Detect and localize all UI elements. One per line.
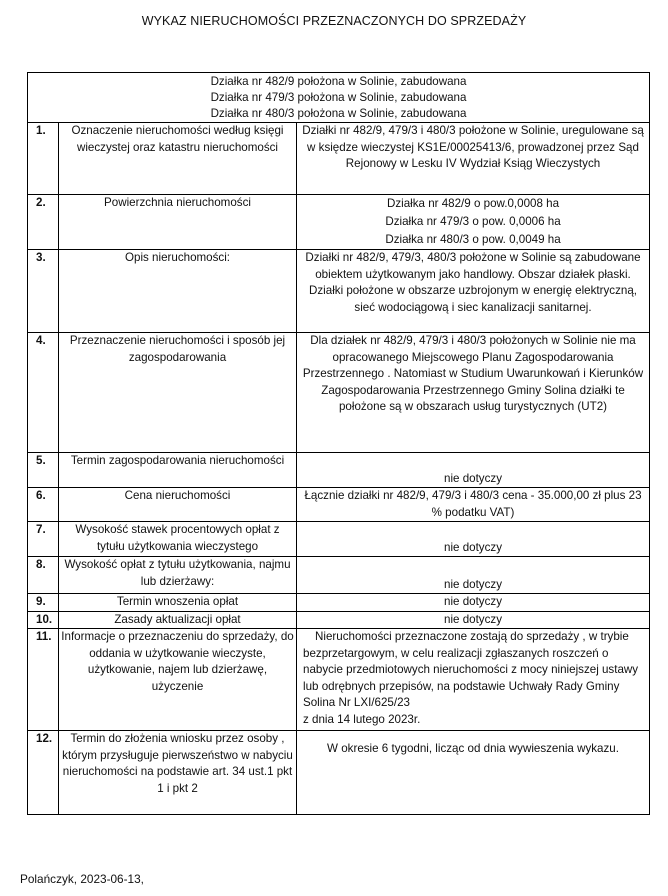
row-number: 3. [28, 250, 59, 333]
table-row [28, 594, 650, 612]
row-value: nie dotyczy [297, 453, 650, 488]
row-number: 5. [28, 453, 59, 488]
sale-info-date: z dnia 14 lutego 2023r. [303, 712, 421, 726]
row-value: Dla działek nr 482/9, 479/3 i 480/3 położonych w Solinie nie ma opracowanego Miejscowego Planu Zagospodarowania Przestrzennego . Natomiast w Studium Uwarunkowań i Kierunków Zagospodarowania Przestrzennego Gminy Solina działki te położone są w obszarach usług turystycznych (UT2) [297, 333, 650, 453]
table-header-row [28, 73, 650, 123]
parcels-header [28, 73, 650, 123]
row-number: 7. [28, 522, 59, 557]
table-row [28, 611, 650, 629]
row-value [297, 195, 650, 250]
row-label: Wysokość stawek procentowych opłat z tytułu użytkowania wieczystego [59, 522, 297, 557]
row-number: 2. [28, 195, 59, 250]
sale-info-text: Nieruchomości przeznaczone zostają do sprzedaży , w trybie bezprzetargowym, w celu realizacji zgłaszanych roszczeń o nabycie przedmiotowych nieruchomości z mocy niniejszej ustawy lub odrębnych przepisów, na podstawie Uchwały Rady Gminy Solina Nr LXI/625/23 [303, 630, 639, 709]
row-value: Łącznie działki nr 482/9, 479/3 i 480/3 cena - 35.000,00 zł plus 23 % podatku VAT) [297, 488, 650, 522]
area-line: Działka nr 482/9 o pow.0,0008 ha [386, 197, 560, 210]
row-label: Termin zagospodarowania nieruchomości [59, 453, 297, 488]
parcel-line: Działka nr 480/3 położona w Solinie, zabudowana [210, 107, 467, 120]
row-value: Działki nr 482/9, 479/3, 480/3 położone w Solinie są zabudowane obiektem użytkowanym jako handlowy. Obszar działek płaski. Działki położone w obszarze uzbrojonym w energię elektryczną, sieć wodociągową i siec kanalizacji sanitarnej. [297, 250, 650, 333]
row-number: 12. [28, 731, 59, 815]
area-line: Działka nr 480/3 o pow. 0,0049 ha [385, 233, 561, 246]
place-and-date: Polańczyk, 2023-06-13, [20, 872, 144, 886]
row-label: Informacje o przeznaczeniu do sprzedaży, do oddania w użytkowanie wieczyste, użytkowanie, najem lub dzierżawę, użyczenie [59, 629, 297, 731]
row-label: Cena nieruchomości [59, 488, 297, 522]
table-row [28, 731, 650, 815]
row-number: 1. [28, 123, 59, 195]
row-number: 6. [28, 488, 59, 522]
row-label: Powierzchnia nieruchomości [59, 195, 297, 250]
table-row [28, 522, 650, 557]
area-line: Działka nr 479/3 o pow. 0,0006 ha [385, 215, 561, 228]
table-row [28, 123, 650, 195]
document-title: WYKAZ NIERUCHOMOŚCI PRZEZNACZONYCH DO SPRZEDAŻY [141, 14, 527, 28]
table-row [28, 629, 650, 731]
row-label: Zasady aktualizacji opłat [59, 611, 297, 629]
row-label: Termin do złożenia wniosku przez osoby , którym przysługuje pierwszeństwo w nabyciu nieruchomości na podstawie art. 34 ust.1 pkt 1 i pkt 2 [59, 731, 297, 815]
row-value: nie dotyczy [297, 594, 650, 612]
table-row [28, 195, 650, 250]
row-value: nie dotyczy [297, 522, 650, 557]
table-row [28, 453, 650, 488]
row-number: 11. [28, 629, 59, 731]
table-row [28, 250, 650, 333]
row-number: 4. [28, 333, 59, 453]
row-label: Wysokość opłat z tytułu użytkowania, najmu lub dzierżawy: [59, 557, 297, 594]
row-label: Przeznaczenie nieruchomości i sposób jej zagospodarowania [59, 333, 297, 453]
table-row [28, 557, 650, 594]
row-label: Opis nieruchomości: [59, 250, 297, 333]
row-value: nie dotyczy [297, 611, 650, 629]
table-row [28, 488, 650, 522]
row-value: nie dotyczy [297, 557, 650, 594]
row-number: 10. [28, 611, 59, 629]
row-label: Oznaczenie nieruchomości według księgi wieczystej oraz katastru nieruchomości [59, 123, 297, 195]
row-value: Działki nr 482/9, 479/3 i 480/3 położone w Solinie, uregulowane są w księdze wieczystej KS1E/00025413/6, prowadzonej przez Sąd Rejonowy w Lesku IV Wydział Ksiąg Wieczystych [297, 123, 650, 195]
property-table [27, 72, 650, 815]
row-number: 8. [28, 557, 59, 594]
row-number: 9. [28, 594, 59, 612]
row-value [297, 629, 650, 731]
row-value: W okresie 6 tygodni, licząc od dnia wywieszenia wykazu. [297, 731, 650, 815]
row-label: Termin wnoszenia opłat [59, 594, 297, 612]
parcel-line: Działka nr 479/3 położona w Solinie, zabudowana [210, 91, 467, 104]
parcel-line: Działka nr 482/9 położona w Solinie, zabudowana [210, 75, 467, 88]
table-row [28, 333, 650, 453]
